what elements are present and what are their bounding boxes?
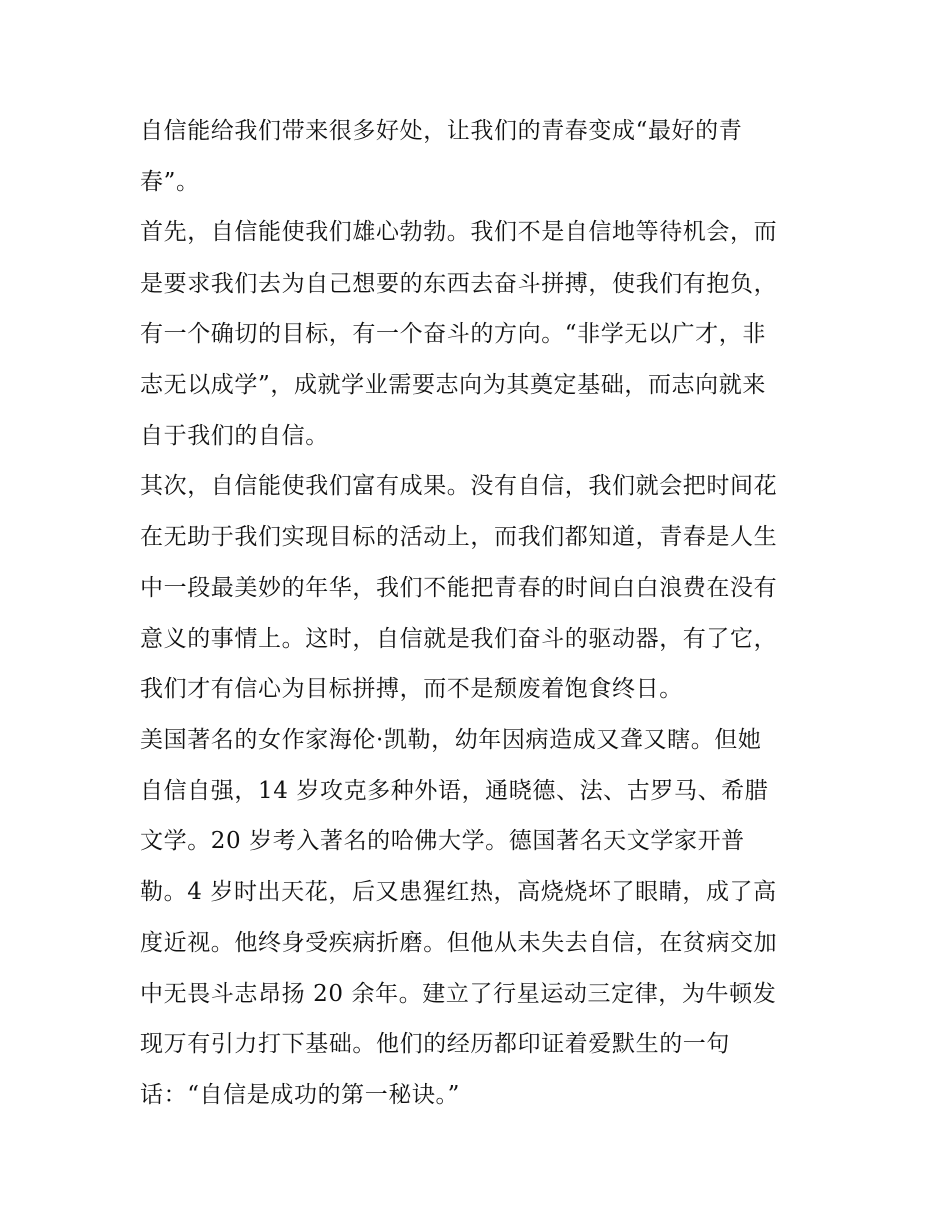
- text-line: 自信自强，14 岁攻克多种外语，通晓德、法、古罗马、希腊: [140, 778, 769, 804]
- text-line: 自于我们的自信。: [140, 423, 329, 449]
- text-line: 中一段最美妙的年华，我们不能把青春的时间白白浪费在没有: [140, 575, 778, 601]
- text-line: 有一个确切的目标，有一个奋斗的方向。“非学无以广才，非: [140, 321, 766, 347]
- text-line: 春”。: [140, 169, 200, 195]
- text-line: 是要求我们去为自己想要的东西去奋斗拼搏，使我们有抱负，: [140, 271, 778, 297]
- text-line: 其次，自信能使我们富有成果。没有自信，我们就会把时间花: [140, 473, 778, 499]
- text-line: 中无畏斗志昂扬 20 余年。建立了行星运动三定律，为牛顿发: [140, 981, 777, 1007]
- text-line: 意义的事情上。这时，自信就是我们奋斗的驱动器，有了它，: [140, 626, 778, 652]
- text-line: 自信能给我们带来很多好处，让我们的青春变成“最好的青: [140, 118, 743, 144]
- text-line: 首先，自信能使我们雄心勃勃。我们不是自信地等待机会，而: [140, 219, 778, 245]
- text-line: 现万有引力打下基础。他们的经历都印证着爱默生的一句: [140, 1031, 730, 1057]
- text-line: 在无助于我们实现目标的活动上，而我们都知道，青春是人生: [140, 524, 778, 550]
- text-line: 志无以成学”，成就学业需要志向为其奠定基础，而志向就来: [140, 372, 766, 398]
- text-line: 文学。20 岁考入著名的哈佛大学。德国著名天文学家开普: [140, 828, 745, 854]
- text-line: 勒。4 岁时出天花，后又患猩红热，高烧烧坏了眼睛，成了高: [140, 879, 777, 905]
- text-line: 话：“自信是成功的第一秘诀。”: [140, 1082, 461, 1108]
- text-line: 度近视。他终身受疾病折磨。但他从未失去自信，在贫病交加: [140, 930, 778, 956]
- text-line: 我们才有信心为目标拼搏，而不是颓废着饱食终日。: [140, 676, 683, 702]
- text-line: 美国著名的女作家海伦·凯勒，幼年因病造成又聋又瞎。但她: [140, 727, 762, 753]
